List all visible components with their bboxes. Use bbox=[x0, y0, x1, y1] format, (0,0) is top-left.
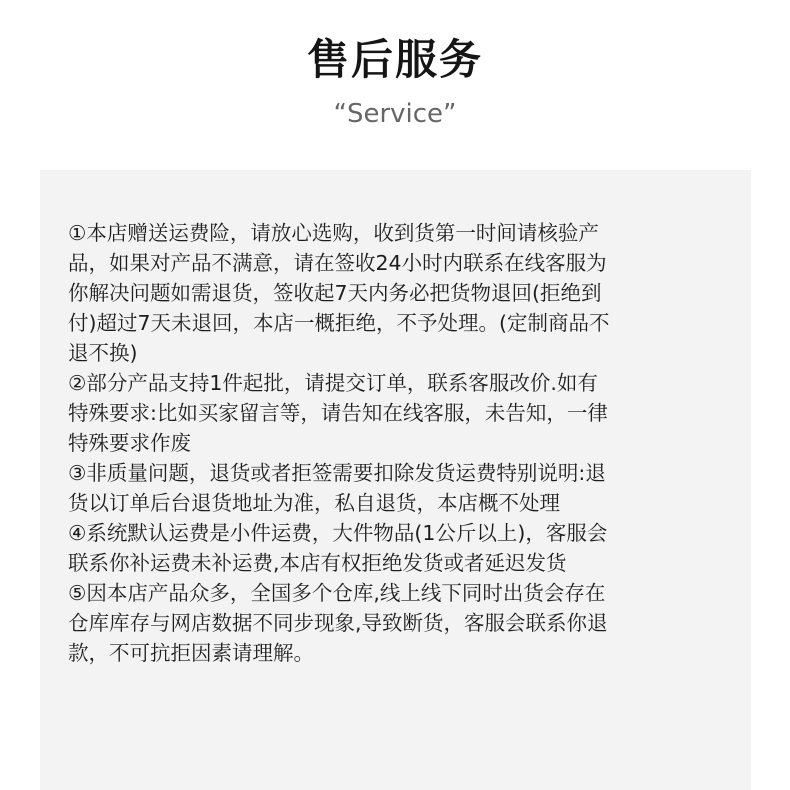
notice-line: ⑤因本店产品众多，全国多个仓库,线上线下同时出货会存在 bbox=[68, 581, 606, 605]
page-subtitle: “Service” bbox=[333, 99, 457, 129]
notice-line: ①本店赠送运费险，请放心选购，收到货第一时间请核验产 bbox=[68, 221, 599, 245]
notice-line: 付)超过7天未退回，本店一概拒绝，不予处理。(定制商品不 bbox=[68, 311, 610, 335]
notice-line: ④系统默认运费是小件运费，大件物品(1公斤以上)，客服会 bbox=[68, 521, 608, 545]
notice-line: 联系你补运费未补运费,本店有权拒绝发货或者延迟发货 bbox=[68, 551, 567, 575]
notice-line: 货以订单后台退货地址为准，私自退货，本店概不处理 bbox=[68, 491, 560, 515]
notice-line: ②部分产品支持1件起批，请提交订单，联系客服改价.如有 bbox=[68, 371, 598, 395]
notice-line: 仓库库存与网店数据不同步现象,导致断货，客服会联系你退 bbox=[68, 611, 608, 635]
notice-line: 品，如果对产品不满意，请在签收24小时内联系在线客服为 bbox=[68, 251, 607, 275]
notice-line: 特殊要求:比如买家留言等，请告知在线客服，未告知，一律 bbox=[68, 401, 608, 425]
notice-line: 你解决问题如需退货，签收起7天内务必把货物退回(拒绝到 bbox=[68, 281, 602, 305]
notice-line: 退不换) bbox=[68, 341, 138, 365]
notice-panel bbox=[40, 170, 751, 790]
notice-line: 特殊要求作废 bbox=[68, 431, 191, 455]
notice-text bbox=[68, 218, 728, 668]
notice-line: ③非质量问题，退货或者拒签需要扣除发货运费特别说明:退 bbox=[68, 461, 606, 485]
page-title: 售后服务 bbox=[306, 35, 483, 84]
notice-line: 款，不可抗拒因素请理解。 bbox=[68, 641, 314, 665]
